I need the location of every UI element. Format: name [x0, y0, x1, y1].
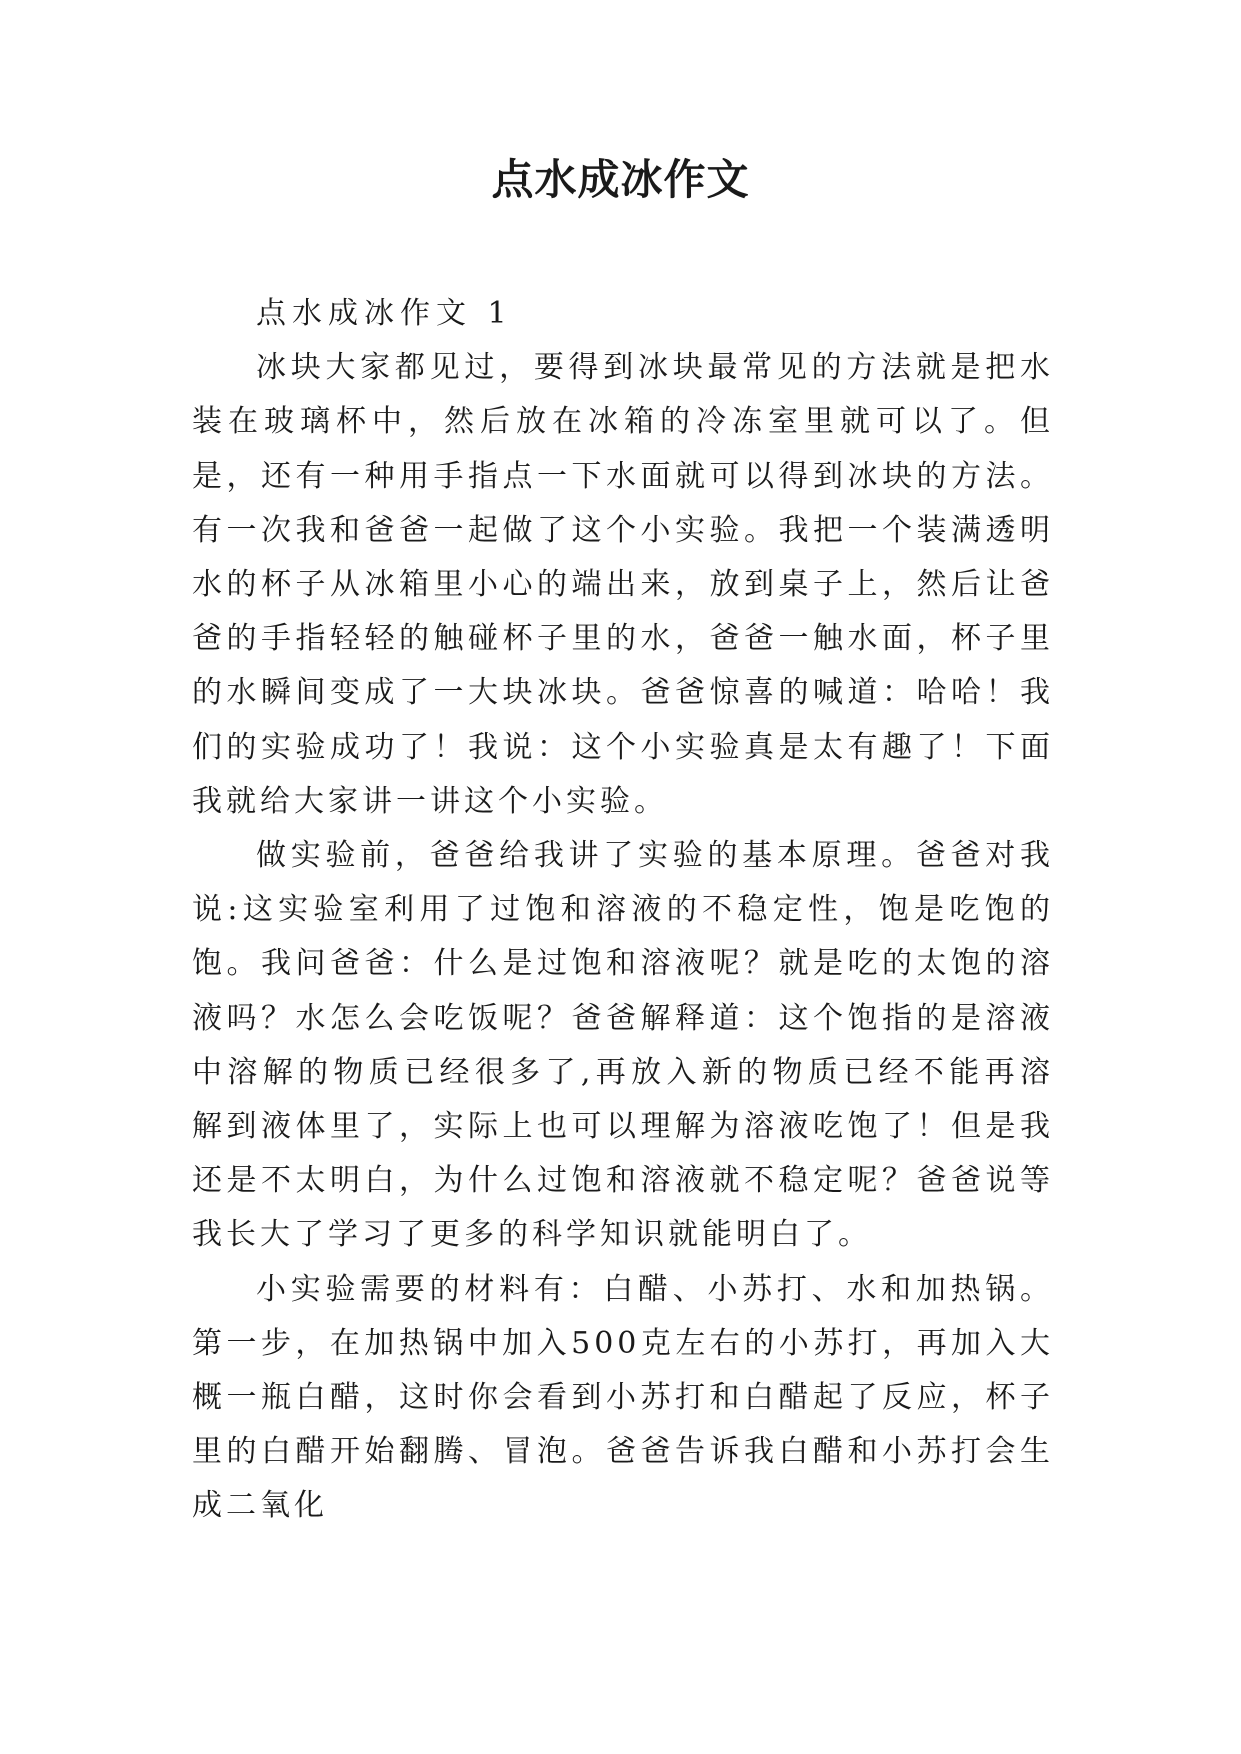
paragraph-2: 做实验前，爸爸给我讲了实验的基本原理。爸爸对我说:这实验室利用了过饱和溶液的不稳定性，饱是吃饱的饱。我问爸爸：什么是过饱和溶液呢？就是吃的太饱的溶液吗？水怎么会吃饭呢？爸爸解释道：这个饱指的是溶液中溶解的物质已经很多了,再放入新的物质已经不能再溶解到液体里了，实际上也可以理解为溶液吃饱了！但是我还是不太明白，为什么过饱和溶液就不稳定呢？爸爸说等我长大了学习了更多的科学知识就能明白了。: [192, 838, 1054, 1253]
paragraph-1: 冰块大家都见过，要得到冰块最常见的方法就是把水装在玻璃杯中，然后放在冰箱的冷冻室里就可以了。但是，还有一种用手指点一下水面就可以得到冰块的方法。有一次我和爸爸一起做了这个小实验。我把一个装满透明水的杯子从冰箱里小心的端出来，放到桌子上，然后让爸爸的手指轻轻的触碰杯子里的水，爸爸一触水面，杯子里的水瞬间变成了一大块冰块。爸爸惊喜的喊道：哈哈！我们的实验成功了！我说：这个小实验真是太有趣了！下面我就给大家讲一讲这个小实验。: [192, 350, 1054, 819]
document-body: [192, 287, 1054, 1534]
document-title: 点水成冰作文: [491, 155, 750, 204]
essay-subtitle: 点水成冰作文 1: [256, 296, 513, 331]
paragraph-3: 小实验需要的材料有：白醋、小苏打、水和加热锅。第一步，在加热锅中加入500克左右的小苏打，再加入大概一瓶白醋，这时你会看到小苏打和白醋起了反应，杯子里的白醋开始翻腾、冒泡。爸爸告诉我白醋和小苏打会生成二氧化: [192, 1271, 1054, 1524]
